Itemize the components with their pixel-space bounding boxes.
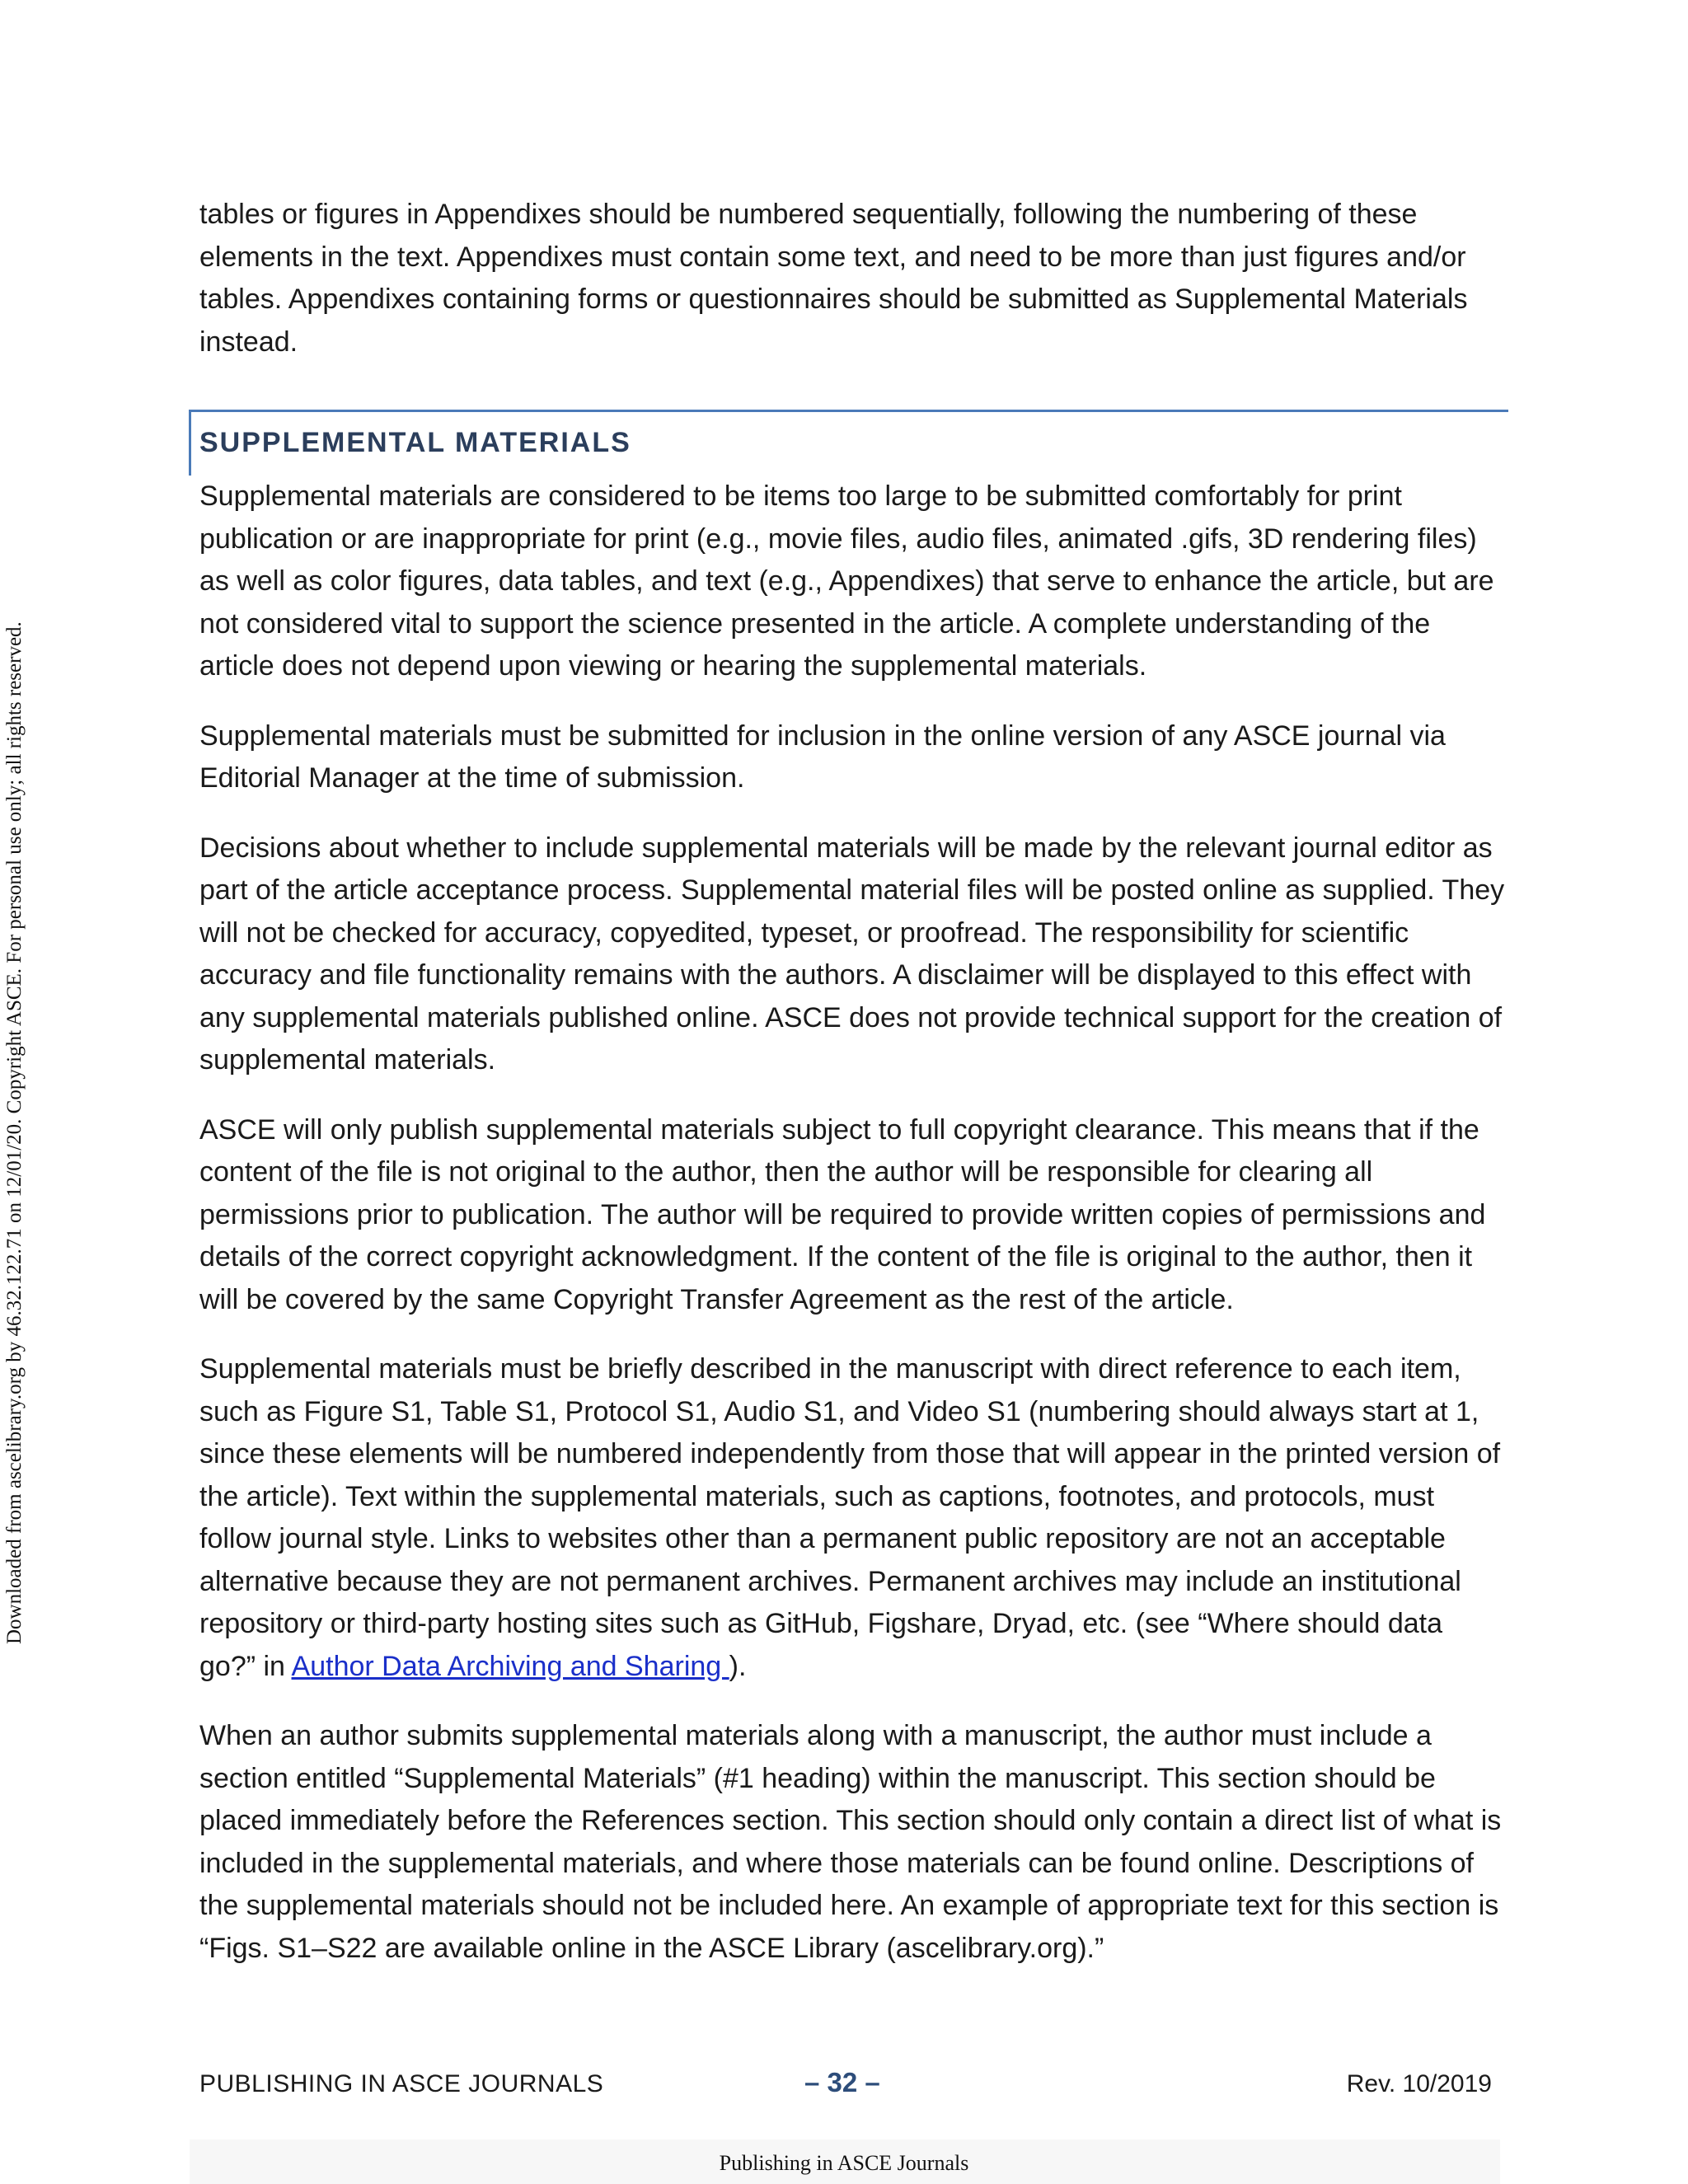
paragraph-definition: Supplemental materials are considered to be items too large to be submitted comfortably for print publication or are inappropriate for print (e.g., movie files, audio files, animated .gifs, 3D rendering files) as well as color figures, data tables, and text (e.g., Appendixes) that serve to enhance the article, but are not considered vital to support the science presented in the article. A complete understanding of the article does not depend upon viewing or hearing the supplemental materials.: [199, 480, 1494, 682]
author-data-archiving-link[interactable]: Author Data Archiving and Sharing: [291, 1650, 729, 1682]
section-heading-block: [199, 410, 1506, 466]
archiving-text-end: ).: [729, 1650, 747, 1682]
archiving-text: Supplemental materials must be briefly described in the manuscript with direct reference to each item, such as Figure S1, Table S1, Protocol S1, Audio S1, and Video S1 (numbering should always start at 1, since these elements will be numbered independently from those that will appear in the printed version of the article). Text within the supplemental materials, such as captions, footnotes, and protocols, must follow journal style. Links to websites other than a permanent public repository are not an acceptable alternative because they are not permanent archives. Permanent archives may include an institutional repository or third-party hosting sites such as GitHub, Figshare, Dryad, etc. (see “Where should data go?” in: [199, 1353, 1501, 1682]
paragraph-submission: Supplemental materials must be submitted for inclusion in the online version of any ASCE journal via Editorial Manager at the time of submission.: [199, 719, 1446, 794]
download-watermark: Downloaded from ascelibrary.org by 46.32.122.71 on 12/01/20. Copyright ASCE. For personal use only; all rights reserved.: [3, 621, 26, 1644]
heading-rule-top: [189, 410, 1508, 412]
footer-publication-title: PUBLISHING IN ASCE JOURNALS: [199, 2070, 604, 2097]
paragraph-decisions: Decisions about whether to include supplemental materials will be made by the relevant journal editor as part of the article acceptance process. Supplemental material files will be posted online as supplied. They will not be checked for accuracy, copyedited, typeset, or proofread. The responsibility for scientific accuracy and file functionality remains with the authors. A disclaimer will be displayed to this effect with any supplemental materials published online. ASCE does not provide technical support for the creation of supplemental materials.: [199, 832, 1505, 1076]
footer-page-number: – 32 –: [804, 2067, 880, 2097]
paragraph-copyright: ASCE will only publish supplemental materials subject to full copyright clearance. This means that if the content of the file is not original to the author, then the author will be responsible for clearing all permissions prior to publication. The author will be required to provide written copies of permissions and details of the correct copyright acknowledgment. If the content of the file is original to the author, then it will be covered by the same Copyright Transfer Agreement as the rest of the article.: [199, 1113, 1486, 1315]
page-footer: [199, 2067, 1492, 2111]
page-content: [199, 194, 1506, 1997]
paragraph-archiving: [199, 1348, 1506, 1688]
bottom-document-title: Publishing in ASCE Journals: [719, 2151, 969, 2175]
intro-paragraph: tables or figures in Appendixes should be numbered sequentially, following the numbering of these elements in the text. Appendixes must contain some text, and need to be more than just figures and/or tables. Appendixes containing forms or questionnaires should be submitted as Supplemental Materials instead.: [199, 199, 1468, 358]
section-heading: SUPPLEMENTAL MATERIALS: [199, 427, 631, 458]
footer-revision: Rev. 10/2019: [1346, 2070, 1492, 2097]
paragraph-manuscript-section: When an author submits supplemental materials along with a manuscript, the author must include a section entitled “Supplemental Materials” (#1 heading) within the manuscript. This section should be placed immediately before the References section. This section should only contain a direct list of what is included in the supplemental materials, and where those materials can be found online. Descriptions of the supplemental materials should not be included here. An example of appropriate text for this section is “Figs. S1–S22 are available online in the ASCE Library (ascelibrary.org).”: [199, 1720, 1502, 1964]
heading-rule-left: [189, 410, 191, 476]
